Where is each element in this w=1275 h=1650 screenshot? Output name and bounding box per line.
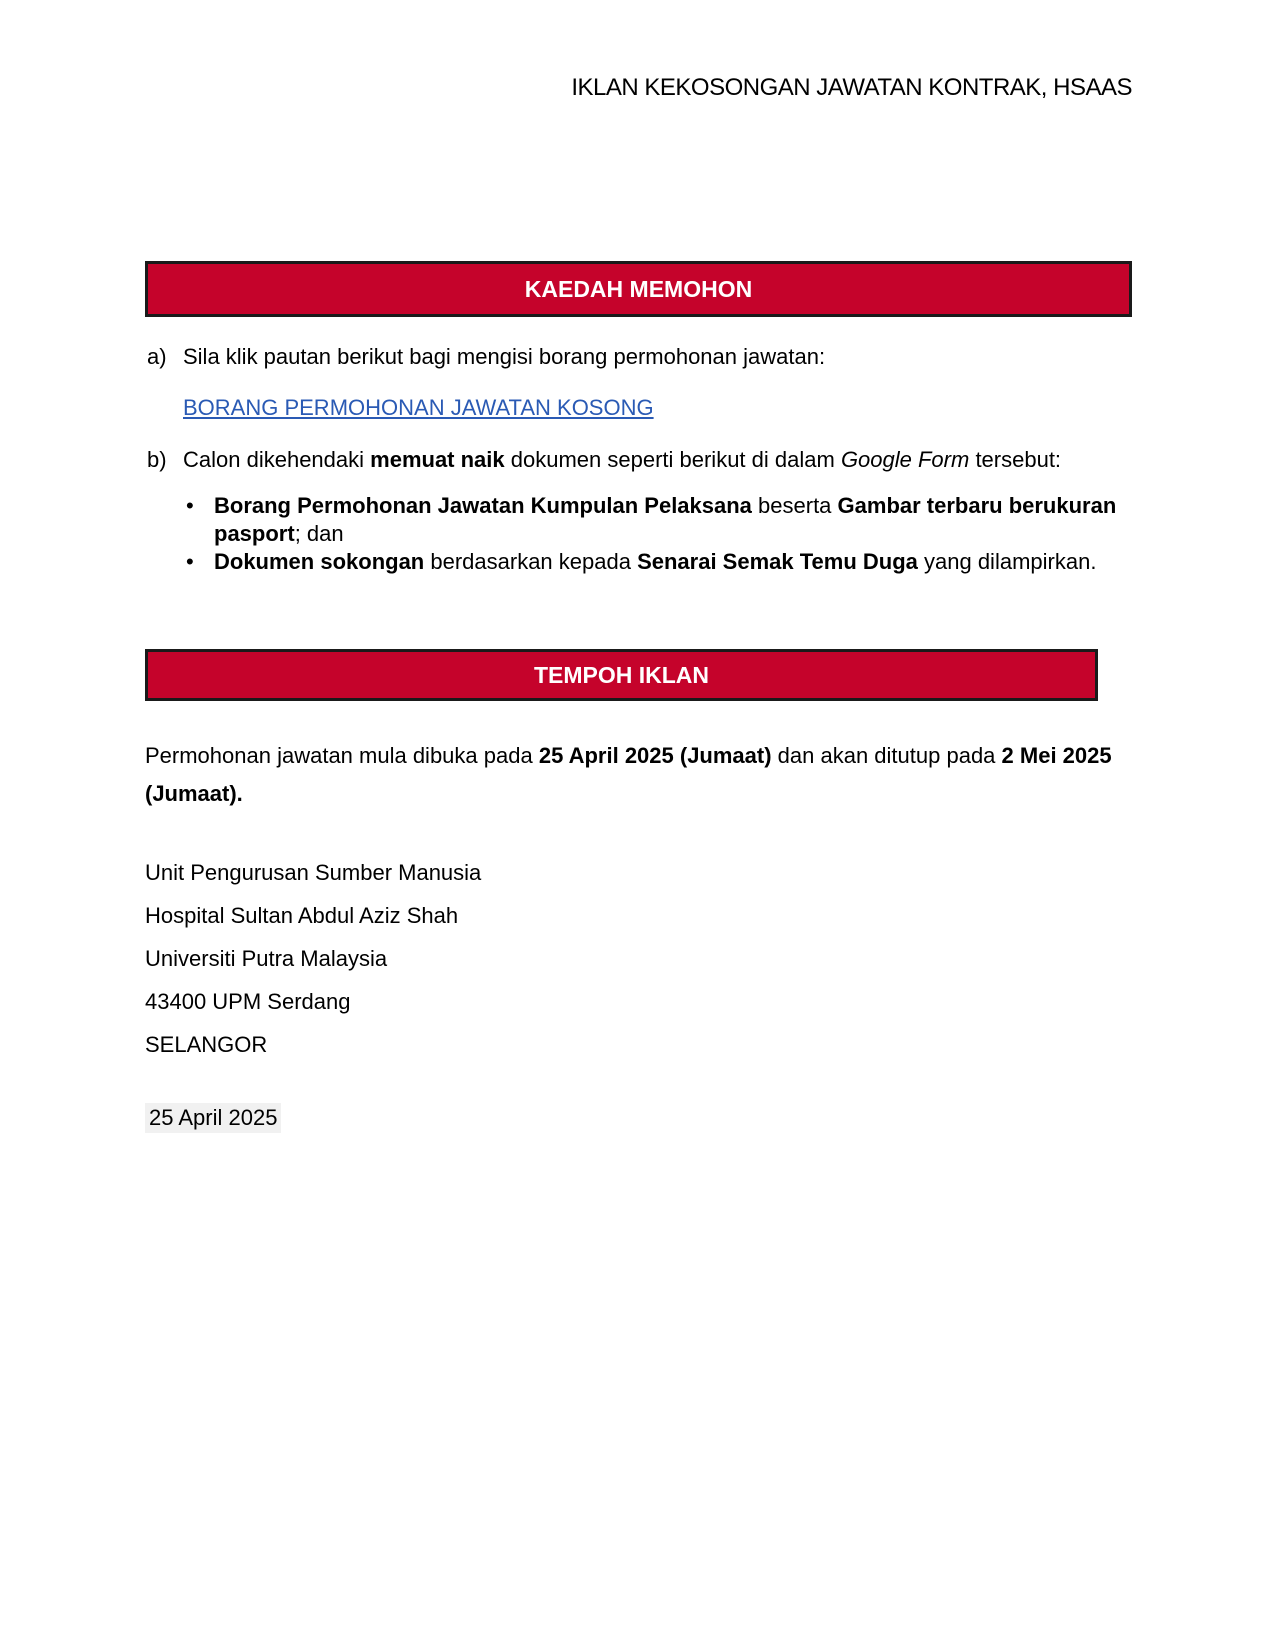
item-b-seg1: Calon dikehendaki xyxy=(183,447,371,472)
page-header-title: IKLAN KEKOSONGAN JAWATAN KONTRAK, HSAAS xyxy=(571,74,1132,101)
link-row xyxy=(183,394,1132,422)
list-label-b: b) xyxy=(147,447,167,472)
bullet-1-text xyxy=(214,492,1132,548)
item-b-seg3: dokumen seperti berikut di dalam xyxy=(504,447,841,472)
list-item xyxy=(186,548,1132,576)
address-line-postcode: 43400 UPM Serdang xyxy=(145,989,351,1014)
period-seg3: dan akan ditutup pada xyxy=(771,743,1002,768)
bullet-icon: • xyxy=(186,493,194,518)
address-line-state: SELANGOR xyxy=(145,1032,268,1057)
bullet-1-seg2: beserta xyxy=(751,493,838,518)
period-close-date: 2 Mei 2025 (Jumaat). xyxy=(145,743,1112,806)
list-label-a: a) xyxy=(147,344,167,369)
list-item xyxy=(186,492,1132,548)
section-banner-kaedah-memohon: KAEDAH MEMOHON xyxy=(145,261,1132,317)
item-a-text: Sila klik pautan berikut bagi mengisi borang permohonan jawatan: xyxy=(183,344,826,369)
address-line-hospital: Hospital Sultan Abdul Aziz Shah xyxy=(145,903,459,928)
document-date: 25 April 2025 xyxy=(145,1103,281,1133)
item-b-seg5: tersebut: xyxy=(969,447,1062,472)
advertisement-period-paragraph xyxy=(145,737,1132,813)
item-b-seg4-italic: Google Form xyxy=(840,447,970,472)
bullet-1-seg4: ; dan xyxy=(294,521,344,546)
section-banner-tempoh-iklan: TEMPOH IKLAN xyxy=(145,649,1098,701)
bullet-2-seg2: berdasarkan kepada xyxy=(424,549,638,574)
bullet-2-seg4: yang dilampirkan. xyxy=(917,549,1097,574)
bullet-2-seg1-bold: Dokumen sokongan xyxy=(214,549,425,574)
upload-documents-list xyxy=(186,492,1132,576)
period-open-date: 25 April 2025 (Jumaat) xyxy=(538,743,772,768)
application-form-link[interactable]: BORANG PERMOHONAN JAWATAN KOSONG xyxy=(183,395,654,420)
address-block xyxy=(145,851,481,1066)
bullet-1-seg3-bold: Gambar terbaru berukuran pasport xyxy=(214,493,1117,546)
item-b-seg2-bold: memuat naik xyxy=(370,447,505,472)
bullet-icon: • xyxy=(186,549,194,574)
address-line-university: Universiti Putra Malaysia xyxy=(145,946,388,971)
address-line-unit: Unit Pengurusan Sumber Manusia xyxy=(145,860,482,885)
bullet-1-seg1-bold: Borang Permohonan Jawatan Kumpulan Pelaksana xyxy=(214,493,752,518)
bullet-2-seg3-bold: Senarai Semak Temu Duga xyxy=(637,549,918,574)
item-b-text xyxy=(183,446,1132,474)
bullet-2-text xyxy=(214,548,1132,576)
period-seg1: Permohonan jawatan mula dibuka pada xyxy=(145,743,539,768)
